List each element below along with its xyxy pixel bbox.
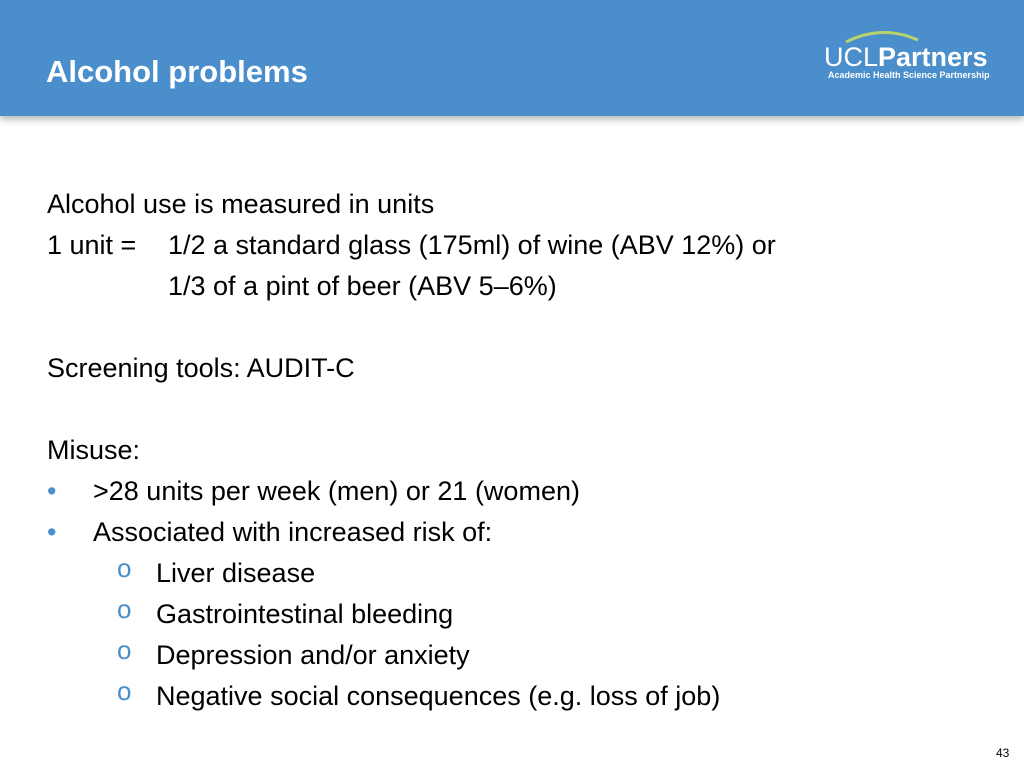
bullet-icon: • xyxy=(47,476,57,506)
sub-bullet-text: Negative social consequences (e.g. loss of job) xyxy=(156,681,721,711)
page-number: 43 xyxy=(996,746,1010,760)
unit-definition-row xyxy=(47,225,987,266)
slide-title: Alcohol problems xyxy=(46,54,308,89)
logo-name xyxy=(824,42,988,73)
sub-bullet-item xyxy=(47,676,987,717)
sub-bullet-item xyxy=(47,553,987,594)
misuse-heading: Misuse: xyxy=(47,435,141,465)
unit-definition-beer: 1/3 of a pint of beer (ABV 5–6%) xyxy=(168,271,557,301)
sub-bullet-icon: o xyxy=(117,635,132,665)
spacer xyxy=(47,389,987,430)
bullet-icon: • xyxy=(47,517,57,547)
slide-header xyxy=(0,0,1024,116)
spacer xyxy=(47,307,987,348)
sub-bullet-text: Depression and/or anxiety xyxy=(156,640,470,670)
bullet-text: >28 units per week (men) or 21 (women) xyxy=(93,476,580,506)
unit-definition-wine: 1/2 a standard glass (175ml) of wine (ABV 12%) or xyxy=(168,230,776,260)
screening-tools-line: Screening tools: AUDIT-C xyxy=(47,353,355,383)
sub-bullet-icon: o xyxy=(117,594,132,624)
sub-bullet-text: Liver disease xyxy=(156,558,316,588)
uclpartners-logo xyxy=(822,28,992,88)
bullet-item xyxy=(47,471,987,512)
body-intro-line: Alcohol use is measured in units xyxy=(47,189,435,219)
unit-label: 1 unit = xyxy=(47,230,137,260)
sub-bullet-item xyxy=(47,635,987,676)
bullet-item xyxy=(47,512,987,553)
sub-bullet-item xyxy=(47,594,987,635)
sub-bullet-icon: o xyxy=(117,676,132,706)
sub-bullet-text: Gastrointestinal bleeding xyxy=(156,599,454,629)
slide-body xyxy=(47,184,987,717)
logo-tagline: Academic Health Science Partnership xyxy=(828,70,990,80)
logo-name-ucl: UCL xyxy=(824,42,879,72)
logo-name-partners: Partners xyxy=(878,42,988,72)
bullet-text: Associated with increased risk of: xyxy=(93,517,493,547)
sub-bullet-icon: o xyxy=(117,553,132,583)
